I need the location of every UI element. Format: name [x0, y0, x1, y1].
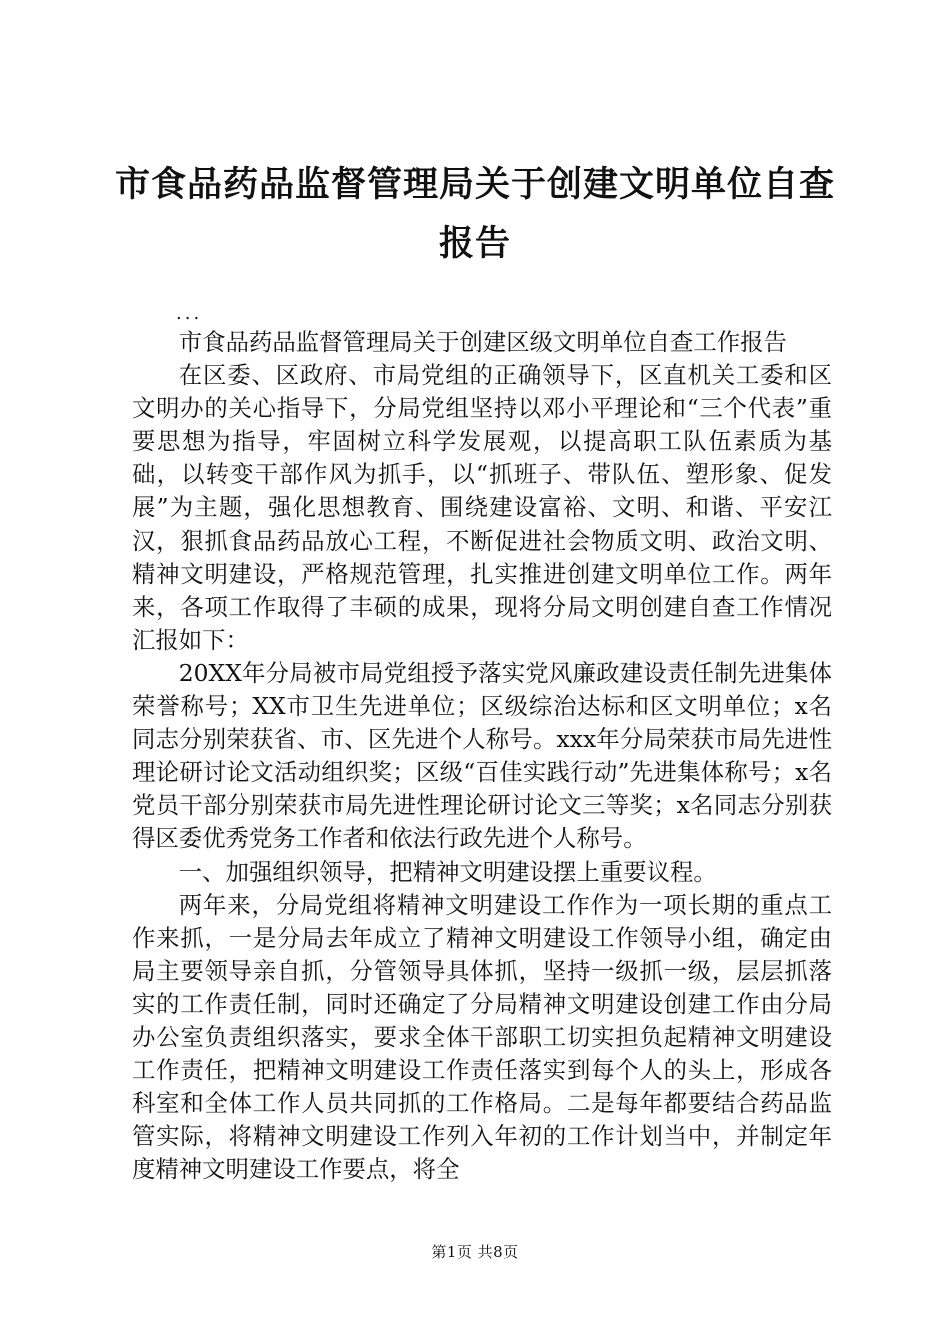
page-footer: 第1页 共8页 — [431, 1243, 519, 1261]
document-title-line-1: 市食品药品监督管理局关于创建文明单位自查 — [114, 165, 835, 205]
paragraph-intro: 在区委、区政府、市局党组的正确领导下，区直机关工委和区文明办的关心指导下，分局党组坚持以邓小平理论和“三个代表”重要思想为指导，牢固树立科学发展观，以提高职工队伍素质为基础，以转变干部作风为抓手，以“抓班子、带队伍、塑形象、促发展”为主题，强化思想教育、围绕建设富裕、文明、和谐、平安江汉，狠抓食品药品放心工程，不断促进社会物质文明、政治文明、精神文明建设，严格规范管理，扎实推进创建文明单位工作。两年来，各项工作取得了丰硕的成果，现将分局文明创建自查工作情况汇报如下： — [132, 361, 832, 654]
section-heading-1: 一、加强组织领导，把精神文明建设摆上重要议程。 — [178, 857, 717, 886]
paragraph-subtitle: 市食品药品监督管理局关于创建区级文明单位自查工作报告 — [178, 328, 787, 356]
ellipsis-marker: ... — [176, 303, 203, 324]
paragraph-section-1: 两年来，分局党组将精神文明建设工作作为一项长期的重点工作来抓，一是分局去年成立了精神文明建设工作领导小组，确定由局主要领导亲自抓，分管领导具体抓，坚持一级抓一级，层层抓落实的工作责任制，同时还确定了分局精神文明建设创建工作由分局办公室负责组织落实，要求全体干部职工切实担负起精神文明建设工作责任，把精神文明建设工作责任落实到每个人的头上，形成各科室和全体工作人员共同抓的工作格局。二是每年都要结合药品监管实际，将精神文明建设工作列入年初的工作计划当中，并制定年度精神文明建设工作要点，将全 — [132, 890, 832, 1184]
document-title-line-2: 报告 — [438, 224, 511, 264]
document-body — [132, 326, 832, 1186]
paragraph-honors: 20XX年分局被市局党组授予落实党风廉政建设责任制先进集体荣誉称号；XX市卫生先进单位；区级综治达标和区文明单位；x名同志分别荣获省、市、区先进个人称号。xxx年分局荣获市局先进性理论研讨论文活动组织奖；区级“百佳实践行动”先进集体称号；x名党员干部分别荣获市局先进性理论研讨论文三等奖；x名同志分别获得区委优秀党务工作者和依法行政先进个人称号。 — [132, 658, 832, 853]
